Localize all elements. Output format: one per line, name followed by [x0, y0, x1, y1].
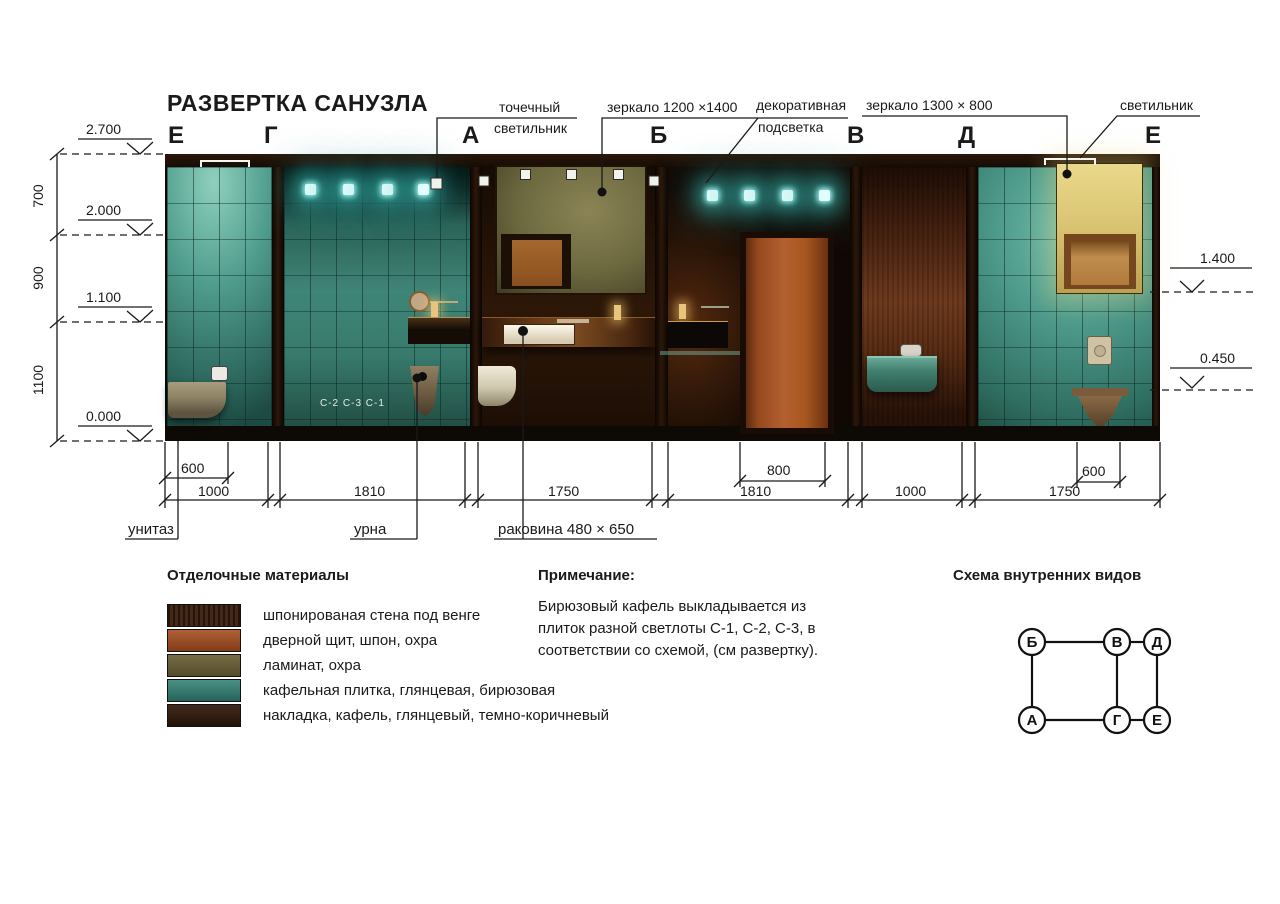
page-title: РАЗВЕРТКА САНУЗЛА [167, 90, 429, 116]
note-line-1: Бирюзовый кафель выкладывается из [538, 598, 807, 615]
view-letter-e1: Е [168, 122, 185, 149]
dim-1750-2: 1750 [1049, 483, 1081, 499]
legend-label: дверной щит, шпон, охра [263, 632, 438, 649]
view-letter-a: А [462, 122, 480, 149]
legend-label: ламинат, охра [263, 657, 361, 674]
level-0450: 0.450 [1200, 350, 1236, 366]
material-swatch-tile [167, 679, 241, 702]
legend-label: кафельная плитка, глянцевая, бирюзовая [263, 682, 556, 699]
material-swatch-door [167, 629, 241, 652]
schema-node-a: А [1026, 712, 1038, 729]
height-700: 700 [30, 184, 46, 208]
material-swatch-wenge [167, 604, 241, 627]
note-title: Примечание: [538, 567, 635, 584]
tile-lightness-codes: С-2 С-3 С-1 [320, 398, 385, 409]
legend-row [167, 678, 609, 703]
callout-mirror-1200x1400: зеркало 1200 ×1400 [607, 99, 738, 115]
dim-600-right: 600 [1082, 463, 1106, 479]
callout-decor-light-line2: подсветка [758, 119, 824, 135]
schema-title: Схема внутренних видов [953, 567, 1142, 584]
height-1100: 1100 [30, 364, 46, 396]
legend-title: Отделочные материалы [167, 567, 349, 584]
schema-node-b: Б [1026, 634, 1038, 651]
level-0000: 0.000 [86, 408, 122, 424]
view-letter-d: Д [958, 122, 976, 149]
dim-1810-2: 1810 [740, 483, 772, 499]
legend-label: шпонированая стена под венге [263, 607, 481, 624]
level-1100: 1.100 [86, 289, 122, 305]
legend-row [167, 703, 609, 728]
views-schema-diagram [995, 612, 1195, 752]
callout-light: светильник [1120, 97, 1193, 113]
height-900: 900 [30, 266, 46, 290]
dim-1750-1: 1750 [548, 483, 580, 499]
view-letter-g: Г [264, 122, 278, 149]
callout-spot-light-line2: светильник [494, 120, 567, 136]
callout-mirror-1300x800: зеркало 1300 × 800 [866, 97, 993, 113]
callout-decor-light-line1: декоративная [756, 97, 847, 113]
dim-1000-1: 1000 [198, 483, 230, 499]
legend-label: накладка, кафель, глянцевый, темно-коричневый [263, 707, 609, 724]
schema-node-d: Д [1151, 634, 1163, 651]
schema-node-g: Г [1112, 712, 1122, 729]
dim-1810-1: 1810 [354, 483, 386, 499]
dim-1000-2: 1000 [895, 483, 927, 499]
dim-600-left: 600 [181, 460, 205, 476]
fixture-label-urn: урна [354, 521, 387, 538]
schema-node-v: В [1111, 634, 1123, 651]
fixture-label-sink: раковина 480 × 650 [498, 521, 635, 538]
material-swatch-laminate [167, 654, 241, 677]
level-2000: 2.000 [86, 202, 122, 218]
schema-node-e: Е [1151, 712, 1163, 729]
material-swatch-trim [167, 704, 241, 727]
level-2700: 2.700 [86, 121, 122, 137]
dim-800: 800 [767, 462, 791, 478]
callout-spot-light-line1: точечный [499, 99, 561, 115]
note-line-2: плиток разной светлоты С-1, С-2, С-3, в [538, 620, 816, 637]
view-letter-e2: Е [1145, 122, 1162, 149]
note-line-3: соответствии со схемой, (см развертку). [538, 642, 819, 659]
view-letter-v: В [847, 122, 865, 149]
level-1400: 1.400 [1200, 250, 1236, 266]
fixture-label-toilet: унитаз [128, 521, 174, 538]
view-letter-b: Б [650, 122, 668, 149]
